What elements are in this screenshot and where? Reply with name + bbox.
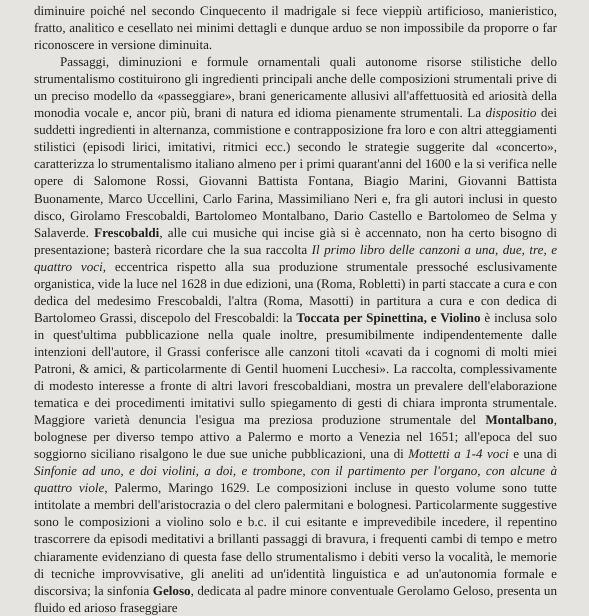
bold-name-montalbano: Montalbano [485,412,554,428]
text-run: , dedicata al padre minore conventuale Gerolamo Geloso, presenta un fluido ed arioso fraseggiare [34,582,557,615]
italic-title-sinfonie: Sinfonie ad uno, e doi violini, a doi, e trombone, con il partimento per l'organo, con alcune à quattro viole [34,463,557,496]
text-run: , Palermo, Maringo 1629. Le composizioni incluse in questo volume sono tutte intitolate a membri dell'aristocrazia o del clero palermitani e bolognesi. Particolarmente suggestive sono le composizioni a violino solo e b.c. il cui esitante e imprevedibile incedere, il repentino trascorrere da episodi meditativi a brillanti passaggi di bravura, i frequenti cambi di tempo e metro chiaramente evidenziano di questa fase dello strumentalismo i debiti verso la vocalità, le memorie di tecniche improvvisative, gli aneliti ad un'identità linguistica e ad un'autonomia formale e discorsiva; la sinfonia [34,480,557,598]
italic-title-primo-libro: Il primo libro delle canzoni a una, due, tre, e quattro voci [34,241,558,274]
paragraph-1 [34,2,557,53]
text-run: , eccentrica rispetto alla sua produzione strumentale pressoché esclusivamente organistica, vide la luce nel 1628 in due edizioni, una (Roma, Robletti) in parti staccate a cura e con dedica del medesimo Frescobaldi, l'altra (Roma, Masotti) in partitura a cura e con dedica di Bartolomeo Grassi, discepolo del Frescobaldi: la [34,258,558,325]
text-run: dei suddetti ingredienti in alternanza, commistione e contrapposizione fra loro e con altri atteggiamenti stilistici (episodi lirici, imitativi, ritmici ecc.) secondo le strategie suggerite dal «concerto», caratterizza lo strumentalismo italiano almeno per i primi quarant'anni del 1600 e la si verifica nelle opere di Salomone Rossi, Giovanni Battista Fontana, Biagio Marini, Giovanni Battista Buonamente, Marco Uccellini, Carlo Farina, Massimiliano Neri e, fra gli autori inclusi in questo disco, Girolamo Frescobaldi, Bartolomeo Montalbano, Dario Castello e Bartolomeo de Selma y Salaverde. [34,105,557,240]
italic-term-dispositio: dispositio [485,105,537,121]
text-run: è inclusa solo in quest'ultima pubblicazione nella quale inoltre, presumibilmente indipendentemente dalle intenzioni dell'autore, il Grassi conferisce alle canzoni titoli «cavati da i cognomi di molti miei Patroni, & amici, & particolarmente di Gentil huomeni Lucchesi». La raccolta, complessivamente di modesto interesse a fronte di altri lavori frescobaldiani, mostra un prevalere dell'elaborazione tematica e dei procedimenti imitativi sullo spiegamento di gesti di chiara impronta strumentale. Maggiore varietà denuncia l'esigua ma preziosa produzione strumentale del [34,309,557,428]
text-run: e una di [508,446,557,462]
text-run: diminuire poiché nel secondo Cinquecento il madrigale si fece vieppiù artificioso, manieristico, fratto, analitico e cesellato nei minimi dettagli e dunque arduo se non impossibile da proporre o far riconoscere in versione diminuita. [34,3,557,53]
paragraph-2 [34,53,557,616]
text-run: , bolognese per diverso tempo attivo a Palermo e morto a Venezia nel 1651; all'epoca del suo soggiorno siciliano risalgono le due sue uniche pubblicazioni, una di [34,412,557,462]
italic-title-mottetti: Mottetti a 1-4 voci [408,446,509,462]
bold-title-toccata: Toccata per Spinettina, e Violino [296,309,481,325]
bold-title-geloso: Geloso [152,582,191,598]
text-run: , alle cui musiche qui incise già si è accennato, non ha certo bisogno di presentazione; basterà ricordare che la sua raccolta [34,224,557,257]
bold-name-frescobaldi: Frescobaldi [94,224,160,240]
text-run: Passaggi, diminuzioni e formule ornamentali quali autonome risorse stilistiche dello strumentalismo costituirono gli ingredienti principali anche delle composizioni strumentali prive di un preciso modello da «passeggiare», brani genericamente allusivi all'affettuosità ed ariosità della monodia vocale e, ancor più, brani di natura ed idioma pienamente strumentali. La [34,54,557,121]
